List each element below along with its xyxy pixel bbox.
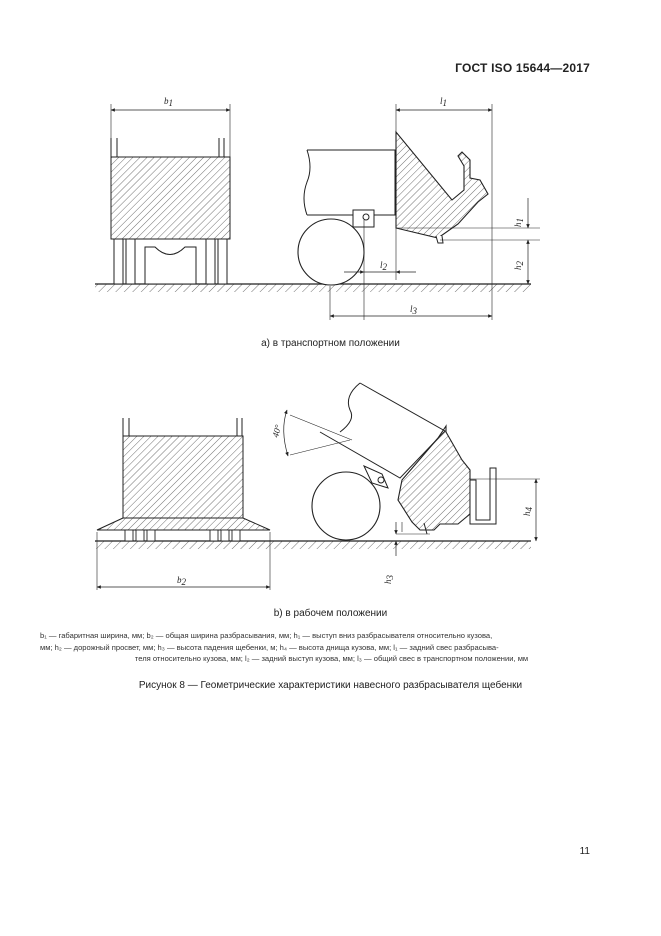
dim-h1: h1 [513, 218, 525, 227]
figure-a-transport [95, 96, 540, 320]
wheel-a [298, 219, 364, 285]
ground-hatch-b [95, 541, 531, 549]
ground-hatch [95, 284, 531, 292]
caption-a: а) в транспортном положении [261, 338, 400, 349]
side-view-truck-b [312, 383, 496, 540]
rear-view-truck-b [97, 418, 270, 541]
legend-line: мм; h₂ — дорожный просвет, мм; h₃ — высота падения щебенки, м; h₄ — высота днища кузова, мм; l₁ — задний свес разбрасыва- [40, 642, 499, 652]
page-number: 11 [579, 846, 590, 857]
dim-b1: b1 [164, 96, 173, 108]
spreader-b [398, 426, 470, 530]
dim-h2: h2 [513, 261, 525, 270]
dim-l1: l1 [440, 96, 448, 108]
angle-label: 40° [270, 423, 284, 439]
rear-view-truck-a [111, 138, 230, 284]
dim-h3: h3 [383, 575, 395, 584]
figure-b-working [95, 383, 540, 590]
legend-line: теля относительно кузова, мм; l₂ — задний выступ кузова, мм; l₃ — общий свес в транспортном положении, мм [134, 654, 529, 663]
dim-h4: h4 [522, 507, 534, 516]
legend-line: b₁ — габаритная ширина, мм; b₂ — общая ширина разбрасывания, мм; h₁ — выступ вниз разбрасывателя относительно кузова, [40, 631, 493, 640]
dim-b2: b2 [177, 575, 186, 587]
document-id: ГОСТ ISO 15644—2017 [455, 61, 590, 75]
dim-l2: l2 [380, 260, 388, 272]
spreader-a [396, 132, 488, 238]
legend-text [40, 630, 623, 665]
side-view-truck-a [298, 132, 488, 285]
dim-l3: l3 [410, 304, 418, 316]
caption-b: b) в рабочем положении [273, 608, 388, 619]
wheel-b [312, 472, 380, 540]
figure-title: Рисунок 8 — Геометрические характеристики навесного разбрасывателя щебенки [138, 680, 523, 691]
